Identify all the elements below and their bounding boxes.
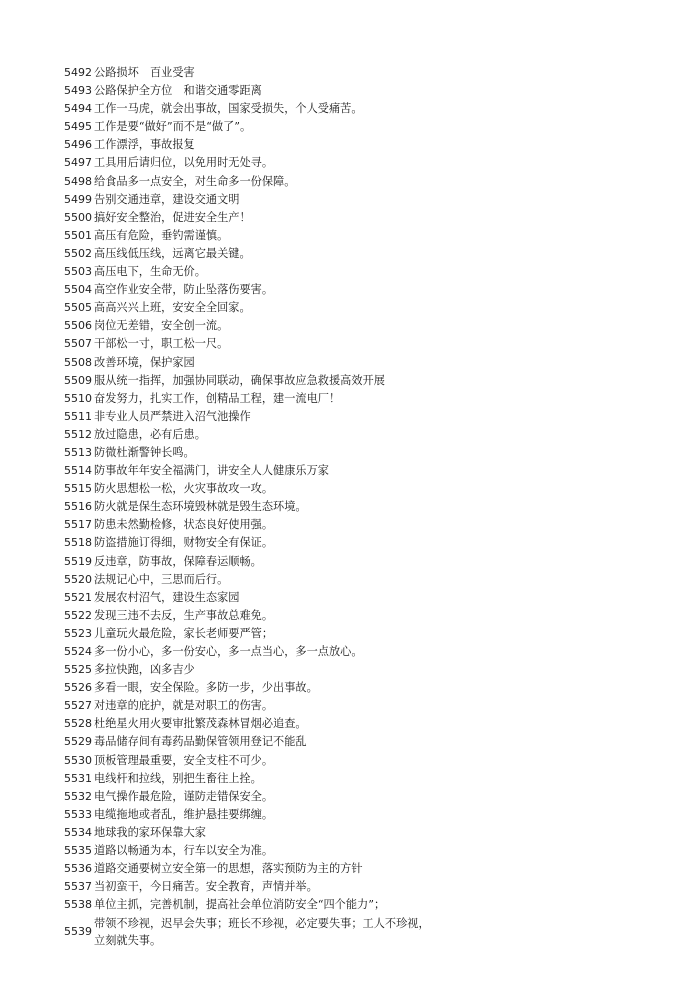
- entry-number: 5495: [64, 120, 92, 134]
- entry-number: 5527: [64, 699, 92, 713]
- entry-text: 改善环境，保护家园: [94, 355, 195, 369]
- entry-text: 防患未然勤检修，状态良好使用强。: [94, 518, 274, 532]
- entry-number: 5507: [64, 337, 92, 351]
- entry-text: 放过隐患，必有后患。: [94, 427, 206, 441]
- entry-number: 5524: [64, 645, 92, 658]
- list-item: [64, 842, 664, 860]
- entry-number: 5505: [64, 301, 92, 315]
- entry-number: 5500: [64, 210, 92, 224]
- list-item: [64, 191, 664, 209]
- entry-text: 高压线低压线，远离它最关键。: [94, 246, 251, 260]
- entry-number: 5502: [64, 246, 92, 260]
- entry-text: 岗位无差错，安全创一流。: [94, 319, 229, 333]
- entry-text: 非专业人员严禁进入沼气池操作: [94, 409, 251, 423]
- entry-number: 5526: [64, 681, 92, 695]
- entry-number: 5519: [64, 554, 92, 568]
- list-item: [64, 209, 664, 227]
- list-item: [64, 245, 664, 263]
- entry-text: 高空作业安全带，防止坠落伤要害。: [94, 283, 274, 297]
- list-item: [64, 136, 664, 154]
- entry-number: 5503: [64, 265, 92, 279]
- list-item: [64, 534, 664, 552]
- entry-number: 5496: [64, 138, 92, 152]
- entry-number: 5537: [64, 880, 92, 894]
- entry-text: 多看一眼，安全保险。多防一步，少出事故。: [94, 681, 318, 695]
- list-item: [64, 878, 664, 896]
- list-item: [64, 118, 664, 136]
- entry-number: 5508: [64, 355, 92, 369]
- list-item: [64, 661, 664, 679]
- entry-number: 5517: [64, 518, 92, 532]
- entry-number: 5513: [64, 445, 92, 459]
- entry-text: 防火思想松一松，火灾事故攻一攻。: [94, 482, 274, 496]
- list-item: [64, 679, 664, 697]
- list-item: [64, 335, 664, 353]
- entry-text: 发展农村沼气，建设生态家园: [94, 590, 240, 604]
- entry-text: 工作一马虎，就会出事故，国家受损失，个人受痛苦。: [94, 102, 363, 116]
- entry-number: 5494: [64, 102, 92, 116]
- list-item: [64, 480, 664, 498]
- list-item: [64, 733, 664, 751]
- list-item: [64, 444, 664, 462]
- entry-number: 5497: [64, 156, 92, 170]
- entry-text: 工具用后请归位，以免用时无处寻。: [94, 156, 274, 170]
- list-item: [64, 752, 664, 770]
- entry-number: 5530: [64, 753, 92, 767]
- list-item: [64, 643, 664, 661]
- entry-number: 5529: [64, 735, 92, 749]
- entry-text: 公路损坏 百业受害: [94, 66, 195, 79]
- entry-number: 5536: [64, 862, 92, 876]
- entry-text: 多拉快跑，凶多吉少: [94, 663, 195, 677]
- entry-text: 搞好安全整治，促进安全生产！: [94, 210, 251, 224]
- entry-text: 公路保护全方位 和谐交通零距离: [94, 84, 262, 98]
- entry-text: 儿童玩火最危险，家长老师要严管；: [94, 626, 274, 640]
- entry-text: 防事故年年安全福满门，讲安全人人健康乐万家: [94, 464, 329, 478]
- list-item: [64, 571, 664, 589]
- entry-text: 带领不珍视，迟早会失事；班长不珍视，必定要失事；工人不珍视， 立刻就失事。: [94, 917, 430, 948]
- list-item: [64, 372, 664, 390]
- entry-text: 电气操作最危险，谨防走错保安全。: [94, 789, 274, 803]
- entry-number: 5521: [64, 590, 92, 604]
- entry-number: 5522: [64, 608, 92, 622]
- list-item: [64, 227, 664, 245]
- list-item: [64, 64, 664, 82]
- entry-text: 高压电下，生命无价。: [94, 265, 206, 279]
- entry-number: 5516: [64, 500, 92, 514]
- entry-number: 5511: [64, 409, 92, 423]
- entry-number: 5534: [64, 825, 92, 839]
- list-item: [64, 281, 664, 299]
- entry-text: 电线杆和拉线，别把生畜往上拴。: [94, 771, 262, 785]
- list-item: [64, 788, 664, 806]
- entry-text: 告别交通违章，建设交通文明: [94, 192, 240, 206]
- list-item: [64, 553, 664, 571]
- entry-number: 5510: [64, 391, 92, 405]
- entry-number: 5518: [64, 536, 92, 550]
- entry-number: 5509: [64, 373, 92, 387]
- entry-text: 干部松一寸，职工松一尺。: [94, 337, 229, 351]
- entry-number: 5535: [64, 844, 92, 858]
- entry-text: 防微杜渐警钟长鸣。: [94, 445, 195, 459]
- list-item: [64, 462, 664, 480]
- list-item: [64, 154, 664, 172]
- entry-text: 电缆拖地或者乱，维护悬挂要绑缠。: [94, 807, 274, 821]
- entry-number: 5493: [64, 84, 92, 98]
- entry-text: 地球我的家环保靠大家: [94, 825, 206, 839]
- list-item: [64, 354, 664, 372]
- entry-text: 工作漂浮，事故报复: [94, 138, 195, 152]
- entry-number: 5498: [64, 174, 92, 188]
- list-item: [64, 263, 664, 281]
- entry-number: 5492: [64, 66, 92, 79]
- list-item: [64, 607, 664, 625]
- list-item: [64, 824, 664, 842]
- list-item: [64, 390, 664, 408]
- list-item: [64, 173, 664, 191]
- list-item: [64, 770, 664, 788]
- entry-number: 5504: [64, 283, 92, 297]
- list-item: [64, 426, 664, 444]
- entry-number: 5532: [64, 789, 92, 803]
- entry-text: 反违章，防事故，保障春运顺畅。: [94, 554, 262, 568]
- entry-text: 防火就是保生态环境毁林就是毁生态环境。: [94, 500, 307, 514]
- list-item: [64, 100, 664, 118]
- entry-text: 工作是要“做好”而不是“做了”。: [94, 120, 252, 134]
- list-item: [64, 860, 664, 878]
- entry-text: 杜绝星火用火要审批繁茂森林冒烟必追查。: [94, 717, 307, 731]
- list-item: [64, 697, 664, 715]
- entry-number: 5533: [64, 807, 92, 821]
- entry-text: 当初蛮干，今日痛苦。安全教育，声情并举。: [94, 880, 318, 894]
- list-item: [64, 82, 664, 100]
- entry-number: 5539: [64, 925, 92, 939]
- entry-number: 5520: [64, 572, 92, 586]
- entry-text: 服从统一指挥，加强协同联动，确保事故应急救援高效开展: [94, 373, 385, 387]
- slogan-list: [64, 64, 664, 950]
- list-item: [64, 317, 664, 335]
- list-item: [64, 896, 664, 914]
- entry-number: 5528: [64, 717, 92, 731]
- entry-number: 5525: [64, 663, 92, 677]
- entry-number: 5512: [64, 427, 92, 441]
- entry-number: 5506: [64, 319, 92, 333]
- entry-text: 发现三违不去反，生产事故总难免。: [94, 608, 274, 622]
- entry-number: 5515: [64, 482, 92, 496]
- entry-text: 防盗措施订得细，财物安全有保证。: [94, 536, 274, 550]
- entry-text: 顶板管理最重要，安全支柱不可少。: [94, 753, 274, 767]
- list-item: [64, 408, 664, 426]
- list-item: [64, 299, 664, 317]
- entry-number: 5501: [64, 228, 92, 242]
- entry-number: 5499: [64, 192, 92, 206]
- entry-text: 多一份小心，多一份安心，多一点当心，多一点放心。: [94, 645, 363, 658]
- list-item: [64, 806, 664, 824]
- entry-number: 5538: [64, 898, 92, 912]
- list-item: [64, 589, 664, 607]
- entry-text: 给食品多一点安全，对生命多一份保障。: [94, 174, 296, 188]
- list-item: [64, 516, 664, 534]
- entry-text: 道路以畅通为本，行车以安全为准。: [94, 844, 274, 858]
- entry-text: 高压有危险，垂钓需谨慎。: [94, 228, 229, 242]
- entry-text: 毒品储存间有毒药品勤保管领用登记不能乱: [94, 735, 307, 749]
- entry-text: 奋发努力，扎实工作，创精品工程，建一流电厂！: [94, 391, 341, 405]
- list-item: [64, 715, 664, 733]
- entry-text: 道路交通要树立安全第一的思想，落实预防为主的方针: [94, 862, 363, 876]
- entry-number: 5523: [64, 626, 92, 640]
- list-item: [64, 498, 664, 516]
- entry-text: 对违章的庇护，就是对职工的伤害。: [94, 699, 274, 713]
- entry-number: 5514: [64, 464, 92, 478]
- entry-text: 法规记心中，三思而后行。: [94, 572, 229, 586]
- entry-text: 单位主抓，完善机制，提高社会单位消防安全“四个能力”；: [94, 898, 386, 912]
- list-item: [64, 914, 664, 950]
- entry-text: 高高兴兴上班，安安全全回家。: [94, 301, 251, 315]
- entry-number: 5531: [64, 771, 92, 785]
- list-item: [64, 625, 664, 643]
